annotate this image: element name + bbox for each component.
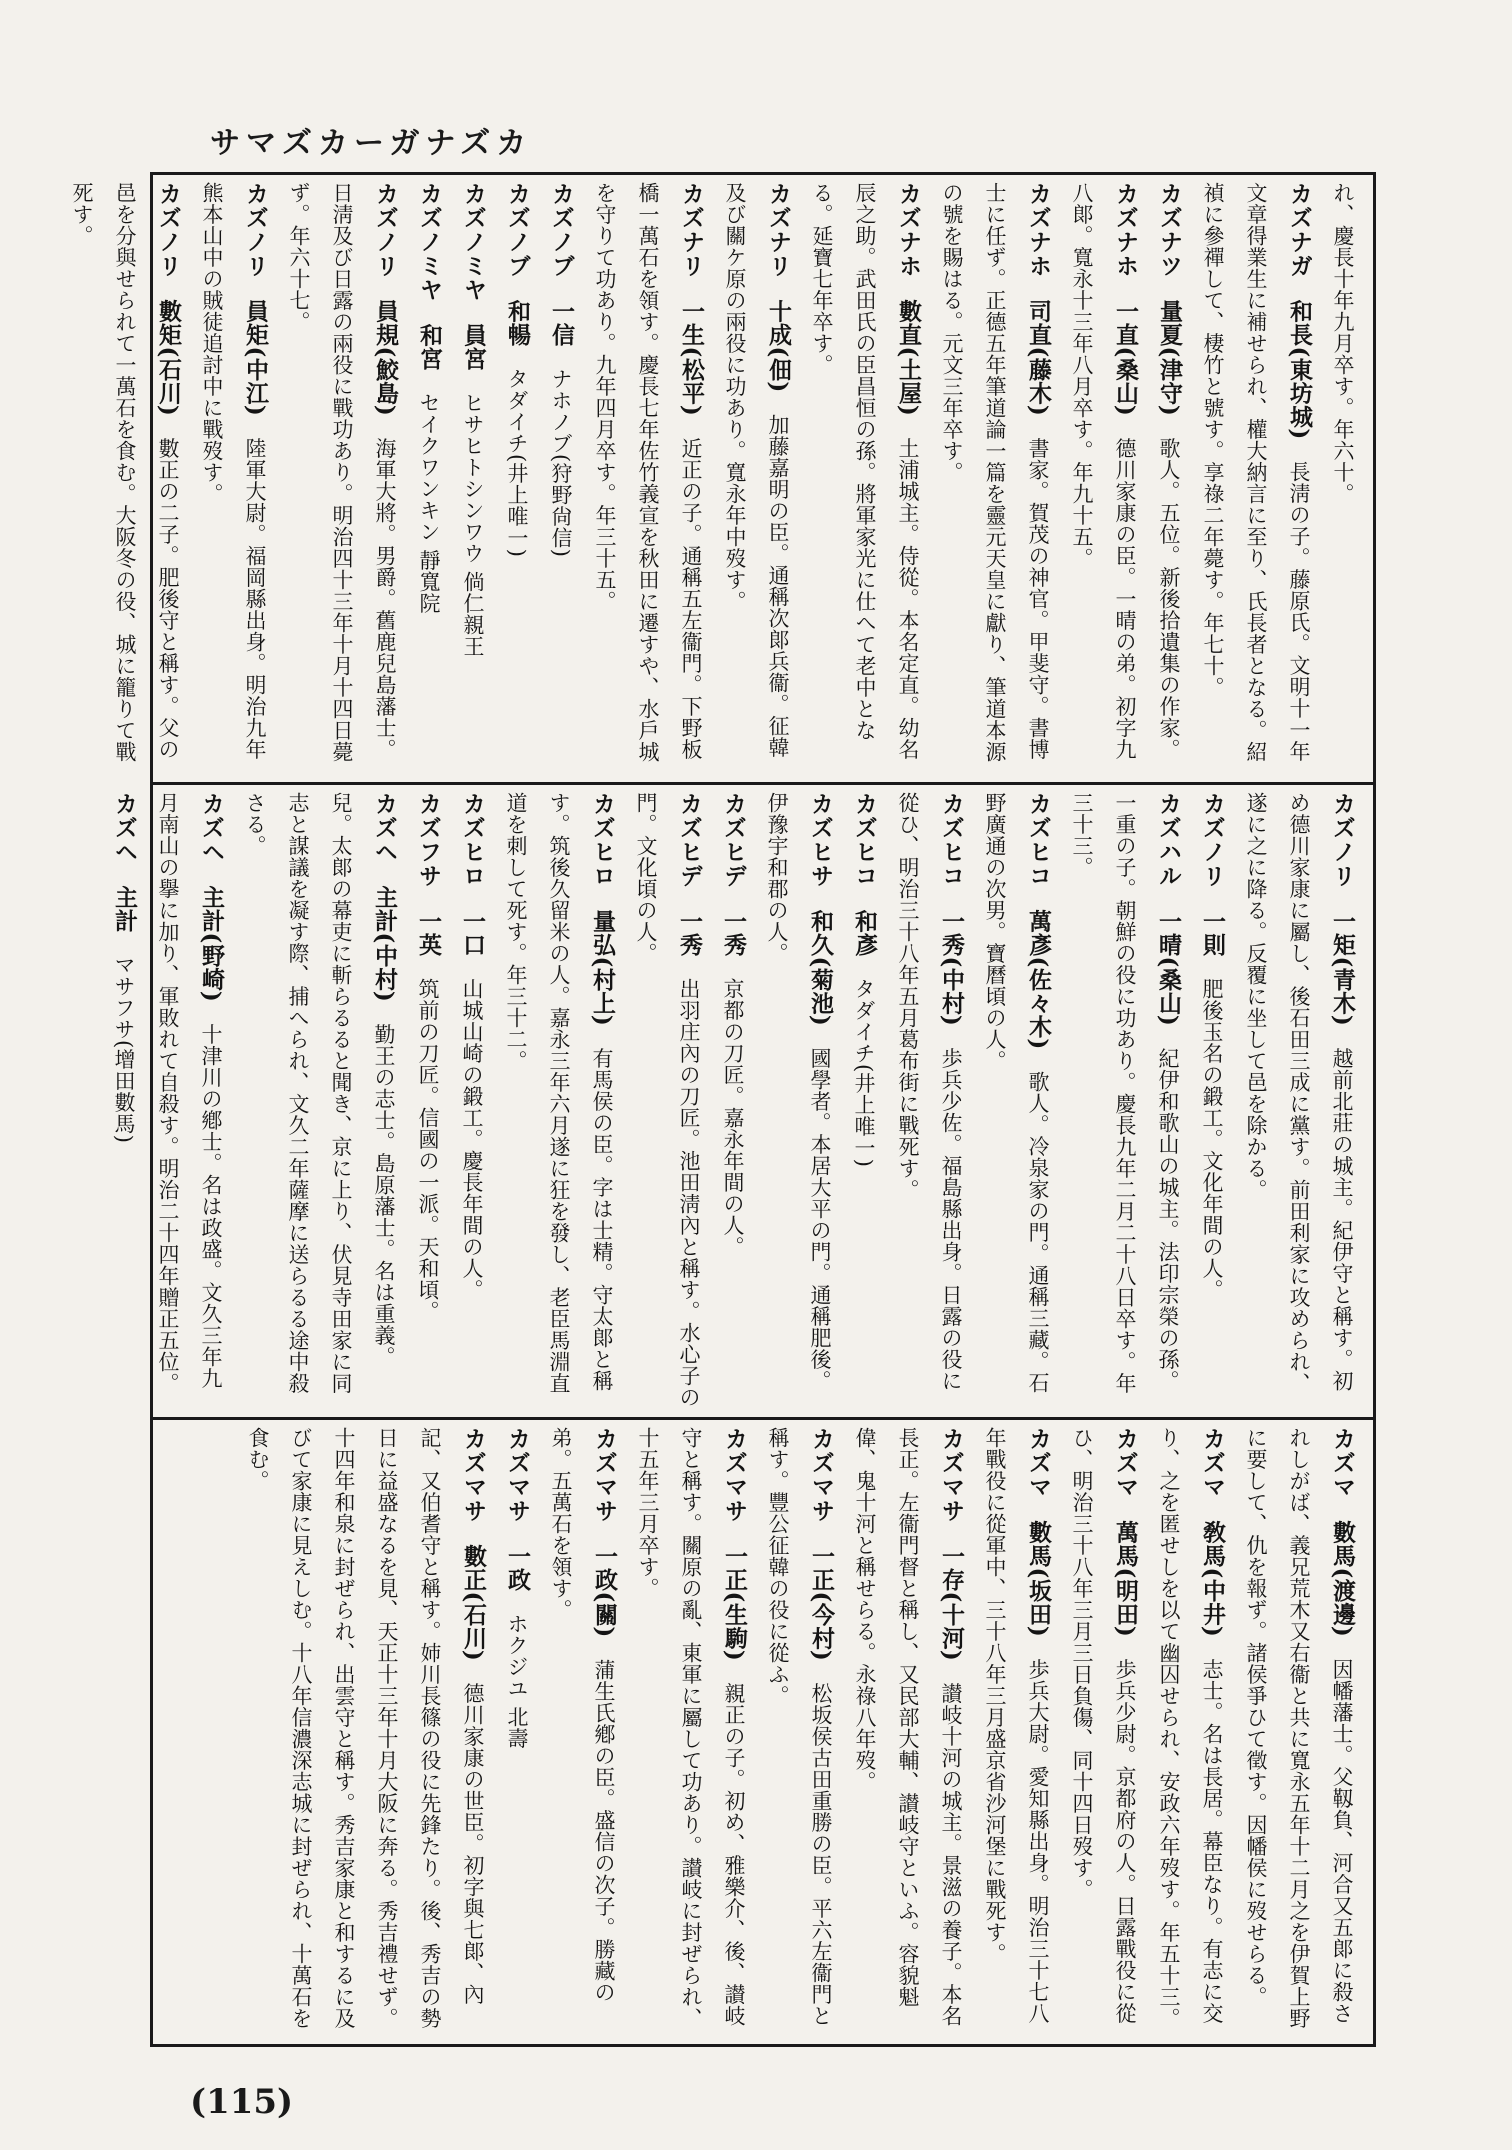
- entry-reading: カズナリ: [765, 182, 791, 278]
- entry-text: 有馬侯の臣。字は士精。守太郞と稱す。筑後久留米の人。嘉永三年六月遂に狂を發し、老臣馬淵直道を刺して死す。年三十二。: [504, 792, 614, 1394]
- entry-reading: カズマサ: [504, 1427, 530, 1523]
- entry-text: タダイチ(井上唯一): [852, 978, 876, 1168]
- entry-text: ホクジユ 北壽: [505, 1613, 529, 1750]
- page-header: サマズカーガナズカ: [210, 126, 533, 161]
- entry-name: 敎馬(中井): [1199, 1520, 1226, 1638]
- dictionary-entry: [60, 182, 190, 774]
- entry-name: 數馬(渡邊): [1329, 1520, 1356, 1638]
- entry-text: 加藤嘉明の臣。通稱次郞兵衞。征韓及び關ケ原の兩役に功あり。寬永年中歿す。: [723, 182, 790, 759]
- dictionary-entry: [800, 182, 930, 774]
- tier-top: [70, 182, 1364, 774]
- entry-reading: カズマ: [1329, 1427, 1355, 1499]
- tier-divider-1: [150, 782, 1376, 785]
- entry-name: 主計(野崎): [198, 885, 225, 1003]
- dictionary-entry: [406, 792, 450, 1409]
- entry-reading: カズマサ: [938, 1427, 964, 1523]
- dictionary-entry: [494, 792, 624, 1409]
- entry-reading: カズヒコ: [851, 792, 877, 888]
- dictionary-entry: [450, 792, 494, 1409]
- entry-name: 和長(東坊城): [1286, 299, 1313, 440]
- entry-reading: カズヒコ: [938, 792, 964, 888]
- entry-text: 國學者。本居大平の門。通稱肥後。伊豫宇和郡の人。: [765, 792, 832, 1392]
- entry-text: 親正の子。初め、雅樂介、後、讃岐守と稱す。關原の亂、東軍に屬して功あり。讃岐に封ぜられ、十五年三月卒す。: [636, 1427, 746, 2029]
- dictionary-entry: [756, 1427, 843, 2039]
- entry-name: 數直(土屋): [895, 299, 922, 417]
- entry-name: 和久(菊池): [807, 909, 834, 1027]
- dictionary-entry: [1147, 1427, 1234, 2039]
- dictionary-entry: [1190, 792, 1234, 1409]
- entry-reading: カズマ: [1199, 1427, 1225, 1499]
- entry-text: 土浦城主。侍從。本名定直。幼名辰之助。武田氏の臣昌恒の孫。將軍家光に仕へて老中となる。延寶七年卒す。: [810, 182, 920, 761]
- dictionary-entry: [407, 182, 451, 774]
- entry-text: セイクワンキン 靜寬院: [417, 392, 441, 615]
- entry-name: 一信: [548, 299, 575, 347]
- dictionary-entry: [713, 182, 800, 774]
- tier-divider-2: [150, 1417, 1376, 1420]
- entry-text: 蒲生氏鄕の臣。盛信の次子。勝藏の弟。五萬石を領す。: [549, 1427, 616, 2004]
- entry-text: 因幡藩士。父靱負、河合又五郞に殺されしがば、義兄荒木又右衞と共に寬永五年十二月之を伊賀上野に要して、仇を報ず。諸侯爭ひて徵す。因幡侯に歿せらる。: [1244, 1427, 1354, 2029]
- entry-text: 海軍大將。男爵。舊鹿兒島藩士。日淸及び日露の兩役に戰功あり。明治四十三年十月十四日薨ず。年六十七。: [287, 182, 397, 763]
- entry-text: ヒサヒトシンワウ 倘仁親王: [461, 392, 485, 658]
- entry-reading: カズヒデ: [720, 792, 746, 888]
- entry-text: 志士。名は長居。幕臣なり。有志に交り、之を匿せしを以て幽囚せられ、安政六年歿す。年五十三。: [1157, 1427, 1224, 2029]
- entry-reading: カズノリ: [242, 182, 268, 278]
- entry-text: 出羽庄內の刀匠。池田淸內と稱す。水心子の門。文化頃の人。: [634, 792, 701, 1408]
- entry-name: 數正(石川): [460, 1544, 487, 1662]
- entry-text: 歩兵少佐。福島縣出身。日露の役に從ひ、明治三十八年五月葛布街に戰死す。: [896, 792, 963, 1392]
- entry-text: 讃岐十河の城主。景滋の養子。本名長正。左衞門督と稱し、又民部大輔、讃岐守といふ。容貌魁偉、鬼十河と稱せらる。永祿八年歿。: [853, 1427, 963, 2027]
- entry-reading: カズノリ: [155, 182, 181, 278]
- entry-name: 一存(十河): [938, 1544, 965, 1662]
- entry-text: ナホノブ(狩野尙信): [549, 368, 573, 558]
- dictionary-entry: [190, 182, 277, 774]
- page-number: (115): [190, 2082, 294, 2122]
- dictionary-entry: [1060, 792, 1190, 1409]
- entry-name: 一生(松平): [678, 299, 705, 417]
- entry-name: 員宮: [460, 323, 487, 371]
- dictionary-entry: [236, 1427, 495, 2039]
- entry-text: 書家。賀茂の神官。甲斐守。書博士に任ず。正德五年筆道論一篇を靈元天皇に獻り、筆道本源の號を賜はる。元文三年卒す。: [940, 182, 1050, 763]
- dictionary-entry: [886, 792, 973, 1409]
- dictionary-entry: [495, 1427, 539, 2039]
- dictionary-entry: [973, 792, 1060, 1409]
- entry-text: タダイチ(井上唯一): [505, 368, 529, 558]
- entry-text: 近正の子。通稱五左衞門。下野板橋一萬石を領す。慶長七年佐竹義宣を秋田に遷すや、水戶城を守りて功あり。九年四月卒す。年三十五。: [593, 182, 703, 763]
- entry-name: 一政: [504, 1544, 531, 1592]
- entry-name: 量夏(津守): [1156, 299, 1183, 417]
- dictionary-entry: [539, 1427, 626, 2039]
- dictionary-entry: [495, 182, 539, 774]
- entry-reading: カズヘ: [198, 792, 224, 864]
- entry-reading: カズノブ: [504, 182, 530, 278]
- entry-name: 和暢: [504, 299, 531, 347]
- entry-text: 歩兵大尉。愛知縣出身。明治三十七八年戰役に從軍中、三十八年三月盛京省沙河堡に戰死す。: [983, 1427, 1050, 2025]
- entry-name: 員矩(中江): [242, 299, 269, 417]
- entry-reading: カズマサ: [721, 1427, 747, 1523]
- entry-reading: カズヒロ: [459, 792, 485, 888]
- dictionary-entry: [1234, 1427, 1364, 2039]
- entry-reading: カズノリ: [372, 182, 398, 278]
- dictionary-entry: [1191, 182, 1321, 774]
- entry-text: 長淸の子。藤原氏。文明十一年文章得業生に補せられ、權大納言に至り、氏長者となる。紹禎に參禪して、棲竹と號す。享祿二年薨す。年七十。: [1201, 182, 1311, 763]
- entry-name: 數矩(石川): [155, 299, 182, 417]
- dictionary-entry: [711, 792, 755, 1409]
- entry-reading: カズナホ: [895, 182, 921, 278]
- entry-text: 京都の刀匠。嘉永年間の人。: [721, 978, 745, 1258]
- entry-reading: カズヘ: [111, 792, 137, 864]
- entry-text: 紀伊和歌山の城主。法印宗榮の孫。一重の子。朝鮮の役に功あり。慶長九年二月二十八日卒す。年三十三。: [1070, 792, 1180, 1394]
- entry-reading: カズヘ: [371, 792, 397, 864]
- entry-name: 主計(中村): [371, 885, 398, 1003]
- entry-name: 萬馬(明田): [1112, 1520, 1139, 1638]
- entry-name: 主計: [111, 885, 138, 933]
- entry-name: 十成(佃): [765, 299, 792, 393]
- entry-reading: カズマ: [1112, 1427, 1138, 1499]
- entry-text: 勤王の志士。島原藩士。名は重義。兒。太郞の幕吏に斬らるると聞き、京に上り、伏見寺田家に同志と謀議を凝す際、捕へられ、文久二年薩摩に送らるる途中殺さる。: [243, 792, 396, 1394]
- entry-text: 數正の二子。肥後守と稱す。父の邑を分與せられて一萬石を食む。大阪冬の役、城に籠りて戰死す。: [70, 182, 180, 763]
- entry-name: 一秀: [720, 909, 747, 957]
- dictionary-entry: [624, 792, 711, 1409]
- entry-reading: カズノミヤ: [416, 182, 442, 302]
- entry-reading: カズノリ: [1329, 792, 1355, 888]
- entry-text: れ、慶長十年九月卒す。年六十。: [1331, 182, 1355, 505]
- dictionary-entry: [583, 182, 713, 774]
- entry-name: 一政(關): [591, 1544, 618, 1638]
- dictionary-entry: [102, 792, 146, 1409]
- entry-name: 一正(生駒): [721, 1544, 748, 1662]
- entry-reading: カズナリ: [678, 182, 704, 278]
- dictionary-entry: [277, 182, 407, 774]
- entry-text: 山城山崎の鍛工。慶長年間の人。: [460, 978, 484, 1301]
- entry-reading: カズフサ: [415, 792, 441, 888]
- entry-text: 越前北莊の城主。紀伊守と稱す。初め德川家康に屬し、後石田三成に黨す。前田利家に攻められ、遂に之に降る。反覆に坐して邑を除かる。: [1244, 792, 1354, 1394]
- dictionary-entry: [626, 1427, 756, 2039]
- entry-name: 數馬(坂田): [1025, 1520, 1052, 1638]
- dictionary-entry: [451, 182, 495, 774]
- entry-name: 和彥: [851, 909, 878, 957]
- entry-reading: カズマサ: [591, 1427, 617, 1523]
- entry-reading: カズノミヤ: [460, 182, 486, 302]
- entry-text: 筑前の刀匠。信國の一派。天和頃。: [416, 978, 440, 1322]
- entry-reading: カズナホ: [1112, 182, 1138, 278]
- entry-text: 肥後玉名の鍛工。文化年間の人。: [1200, 978, 1224, 1301]
- entry-reading: カズヒコ: [1025, 792, 1051, 888]
- dictionary-entry: [973, 1427, 1060, 2039]
- entry-reading: カズヒデ: [676, 792, 702, 888]
- entry-name: 一晴(桑山): [1155, 909, 1182, 1027]
- entry-text: 德川家康の世臣。初字與七郞、內記、又伯耆守と稱す。姉川長篠の役に先鋒たり。後、秀吉の勢日に益盛なるを見、天正十三年十月大阪に奔る。秀吉禮せず。十四年和泉に封ぜられ、出雲守と稱す。秀吉家康と和するに及びて家康に見えしむ。十八年信濃深志城に封ぜられ、十萬石を食む。: [246, 1427, 485, 2029]
- dictionary-entry: [539, 182, 583, 774]
- entry-name: 量弘(村上): [589, 909, 616, 1027]
- dictionary-entry: [755, 792, 842, 1409]
- entry-name: 一矩(青木): [1329, 909, 1356, 1027]
- entry-name: 一英: [415, 909, 442, 957]
- dictionary-entry: [930, 182, 1060, 774]
- entry-name: 一則: [1199, 909, 1226, 957]
- entry-reading: カズヒロ: [589, 792, 615, 888]
- entry-name: 一直(桑山): [1112, 299, 1139, 417]
- entry-reading: カズナツ: [1156, 182, 1182, 278]
- dictionary-entry: [1234, 792, 1364, 1409]
- dictionary-entry: [1060, 182, 1147, 774]
- entry-text: 陸軍大尉。福岡縣出身。明治九年熊本山中の賊徒追討中に戰歿す。: [200, 182, 267, 761]
- entry-text: マサフサ(增田數馬): [112, 954, 136, 1144]
- entry-reading: カズヒサ: [807, 792, 833, 888]
- entry-reading: カズマ: [1025, 1427, 1051, 1499]
- entry-reading: カズマサ: [808, 1427, 834, 1523]
- entry-name: 萬彥(佐々木): [1025, 909, 1052, 1050]
- entry-reading: カズハル: [1155, 792, 1181, 888]
- entry-text: 松坂侯古田重勝の臣。平六左衞門と稱す。豐公征韓の役に從ふ。: [766, 1427, 833, 2027]
- dictionary-entry: [1060, 1427, 1147, 2039]
- entry-name: 一正(今村): [808, 1544, 835, 1662]
- entry-name: 員規(鮫島): [372, 299, 399, 417]
- dictionary-entry: [842, 792, 886, 1409]
- entry-name: 一口: [459, 909, 486, 957]
- entry-text: 歩兵少尉。京都府の人。日露戰役に從ひ、明治三十八年三月三日負傷、同十四日歿す。: [1070, 1427, 1137, 2025]
- tier-middle: [111, 792, 1364, 1409]
- entry-reading: カズノリ: [1199, 792, 1225, 888]
- entry-text: 十津川の鄕士。名は政盛。文久三年九月南山の擧に加り、軍敗れて自殺す。明治二十四年贈正五位。: [156, 792, 223, 1394]
- entry-name: 一秀(中村): [938, 909, 965, 1027]
- entry-text: 歌人。冷泉家の門。通稱三藏。石野廣通の次男。寶曆頃の人。: [983, 792, 1050, 1394]
- entry-name: 一秀: [676, 909, 703, 957]
- tier-bottom: [162, 1427, 1364, 2039]
- entry-reading: カズノブ: [548, 182, 574, 278]
- entry-reading: カズナホ: [1025, 182, 1051, 278]
- entry-reading: カズナガ: [1286, 182, 1312, 278]
- entry-text: 德川家康の臣。一晴の弟。初字九八郞。寬永十三年八月卒す。年九十五。: [1070, 182, 1137, 761]
- dictionary-entry: [233, 792, 406, 1409]
- dictionary-entry: [146, 792, 233, 1409]
- entry-name: 司直(藤木): [1025, 299, 1052, 417]
- dictionary-entry: [843, 1427, 973, 2039]
- entry-reading: カズマサ: [460, 1427, 486, 1523]
- entry-text: 歌人。五位。新後拾遺集の作家。: [1157, 437, 1181, 761]
- dictionary-entry: [1147, 182, 1191, 774]
- dictionary-entry: [1321, 182, 1364, 774]
- entry-name: 和宮: [416, 323, 443, 371]
